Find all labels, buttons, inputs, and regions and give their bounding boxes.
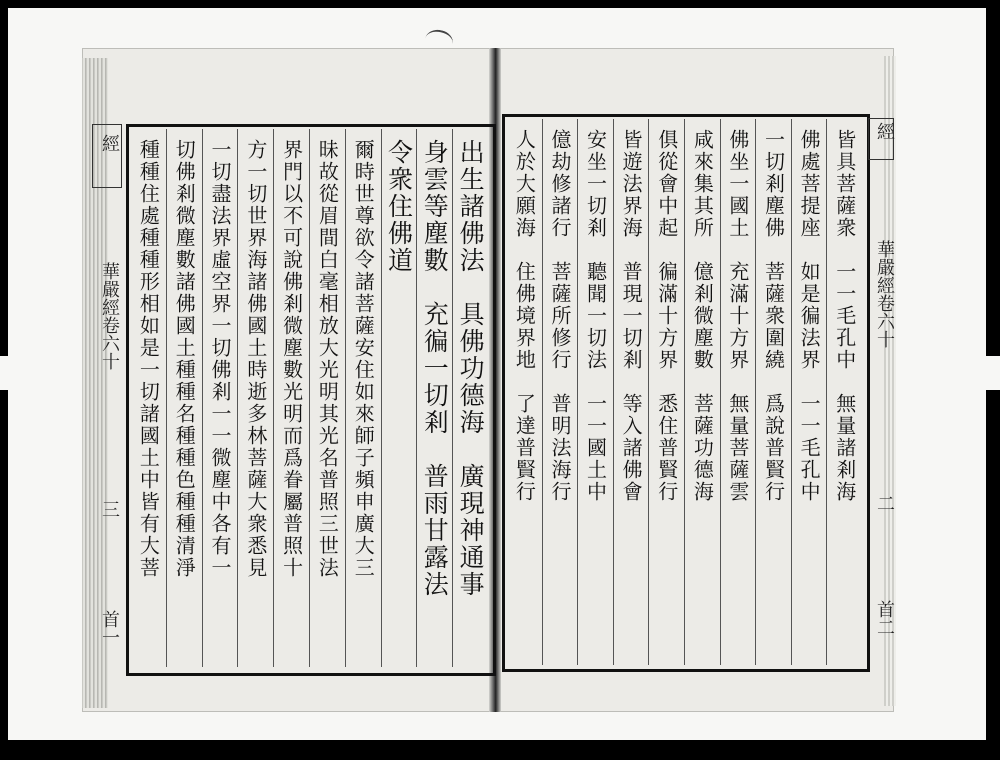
column-text: 俱從會中起 徧滿十方界 悉住普賢行 (654, 129, 679, 503)
right-margin-title: 華嚴經卷六十 (874, 240, 895, 348)
text-column (648, 119, 684, 665)
text-column (791, 119, 827, 665)
text-column (345, 129, 381, 667)
text-column (237, 129, 273, 667)
right-margin-ear: 經 (874, 122, 895, 140)
column-text: 安坐一切剎 聽聞一切法 一一國土中 (583, 129, 608, 503)
column-text: 出生諸佛法 具佛功德海 廣現神通事 (456, 139, 486, 598)
column-text: 人於大願海 住佛境界地 了達普賢行 (512, 129, 537, 503)
text-column (542, 119, 578, 665)
column-text: 身雲等塵數 充徧一切剎 普雨甘露法 (420, 139, 450, 598)
left-margin-ear: 經 (99, 134, 120, 152)
text-column (826, 119, 862, 665)
right-margin-page: 二 (874, 494, 895, 512)
column-text: 億劫修諸行 菩薩所修行 普明法海行 (547, 129, 572, 503)
left-scan-tab (0, 356, 10, 390)
column-text: 令衆住佛道 (384, 139, 414, 274)
column-text: 昧故從眉間白毫相放大光明其光名普照三世法 (315, 139, 340, 579)
column-text: 皆遊法界海 普現一切剎 等入諸佛會 (619, 129, 644, 503)
text-column (166, 129, 202, 667)
column-text: 佛坐一國土 充滿十方界 無量菩薩雲 (725, 129, 750, 503)
left-margin-title: 華嚴經卷六十 (99, 262, 120, 370)
column-text: 佛處菩提座 如是徧法界 一一毛孔中 (797, 129, 822, 503)
column-text: 方一切世界海諸佛國土時逝多林菩薩大衆悉見 (243, 139, 268, 579)
column-text: 一切盡法界虛空界一切佛剎一一微塵中各有一 (208, 139, 233, 579)
text-column (131, 129, 166, 667)
text-column (720, 119, 756, 665)
column-text: 皆具菩薩衆 一一毛孔中 無量諸剎海 (832, 129, 857, 503)
column-text: 種種住處種種形相如是一切諸國土中皆有大菩 (136, 139, 161, 579)
text-column (309, 129, 345, 667)
text-column (273, 129, 309, 667)
text-column (452, 129, 488, 667)
column-text: 爾時世尊欲令諸菩薩安住如來師子頻申廣大三 (351, 139, 376, 579)
text-column (755, 119, 791, 665)
text-column (684, 119, 720, 665)
right-page-text (507, 119, 862, 665)
column-text: 一切剎塵佛 菩薩衆圍繞 爲說普賢行 (761, 129, 786, 503)
column-text: 切佛剎微塵數諸佛國土種種名種種色種種清淨 (172, 139, 197, 579)
left-page-text (131, 129, 488, 667)
left-margin-footer: 首一 (99, 610, 120, 646)
left-margin-page: 三 (99, 500, 120, 518)
text-column (613, 119, 649, 665)
text-column (202, 129, 238, 667)
right-margin-footer: 首二 (874, 600, 895, 636)
text-column (416, 129, 452, 667)
text-column (381, 129, 417, 667)
column-text: 咸來集其所 億剎微塵數 菩薩功德海 (690, 129, 715, 503)
text-column (507, 119, 542, 665)
text-column (577, 119, 613, 665)
column-text: 界門以不可說佛剎微塵數光明而爲眷屬普照十 (279, 139, 304, 579)
right-scan-tab (986, 356, 1000, 390)
